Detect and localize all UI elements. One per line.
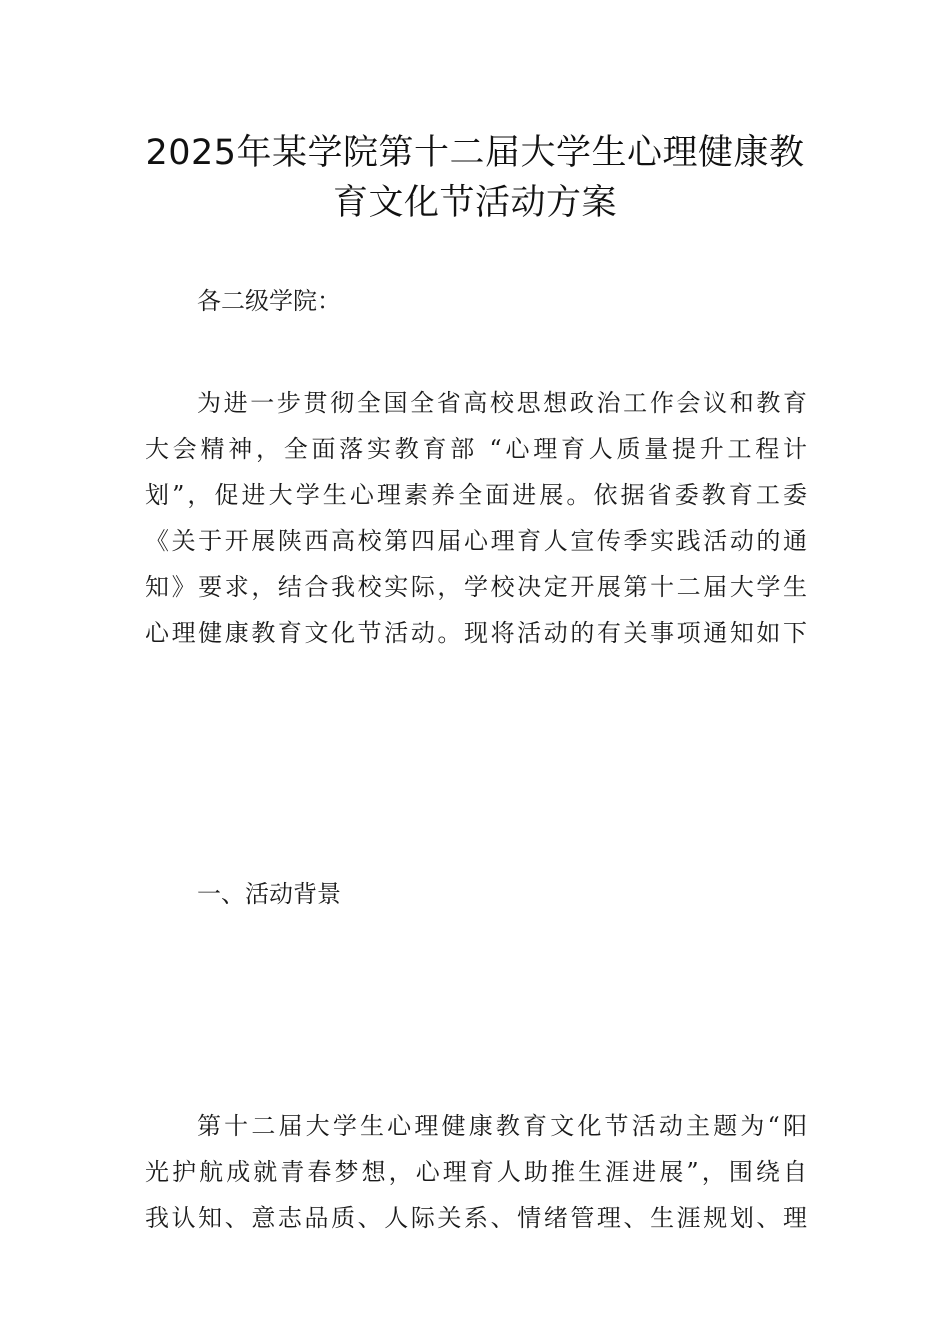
paragraph-line: 第十二届大学生心理健康教育文化节活动主题为“阳 [197, 1112, 807, 1140]
paragraph-line: 我认知、意志品质、人际关系、情绪管理、生涯规划、理 [145, 1204, 807, 1232]
section-1-paragraph [145, 1103, 807, 1241]
document-title [120, 128, 830, 228]
paragraph-line: 《关于开展陕西高校第四届心理育人宣传季实践活动的通 [145, 527, 807, 555]
paragraph-line: 划”，促进大学生心理素养全面进展。依据省委教育工委 [145, 481, 807, 509]
paragraph-line: 为进一步贯彻全国全省高校思想政治工作会议和教育 [197, 389, 807, 417]
paragraph-line: 大会精神，全面落实教育部 “心理育人质量提升工程计 [145, 435, 807, 463]
paragraph-line: 知》要求，结合我校实际，学校决定开展第十二届大学生 [145, 573, 807, 601]
salutation: 各二级学院： [197, 287, 341, 315]
section-heading: 一、活动背景 [197, 880, 341, 908]
title-line-1: 2025年某学院第十二届大学生心理健康教 [145, 133, 805, 173]
intro-paragraph [145, 380, 807, 656]
paragraph-line: 心理健康教育文化节活动。现将活动的有关事项通知如下 [145, 619, 807, 647]
paragraph-line: 光护航成就青春梦想，心理育人助推生涯进展”，围绕自 [145, 1158, 807, 1186]
title-line-2: 育文化节活动方案 [332, 183, 617, 223]
